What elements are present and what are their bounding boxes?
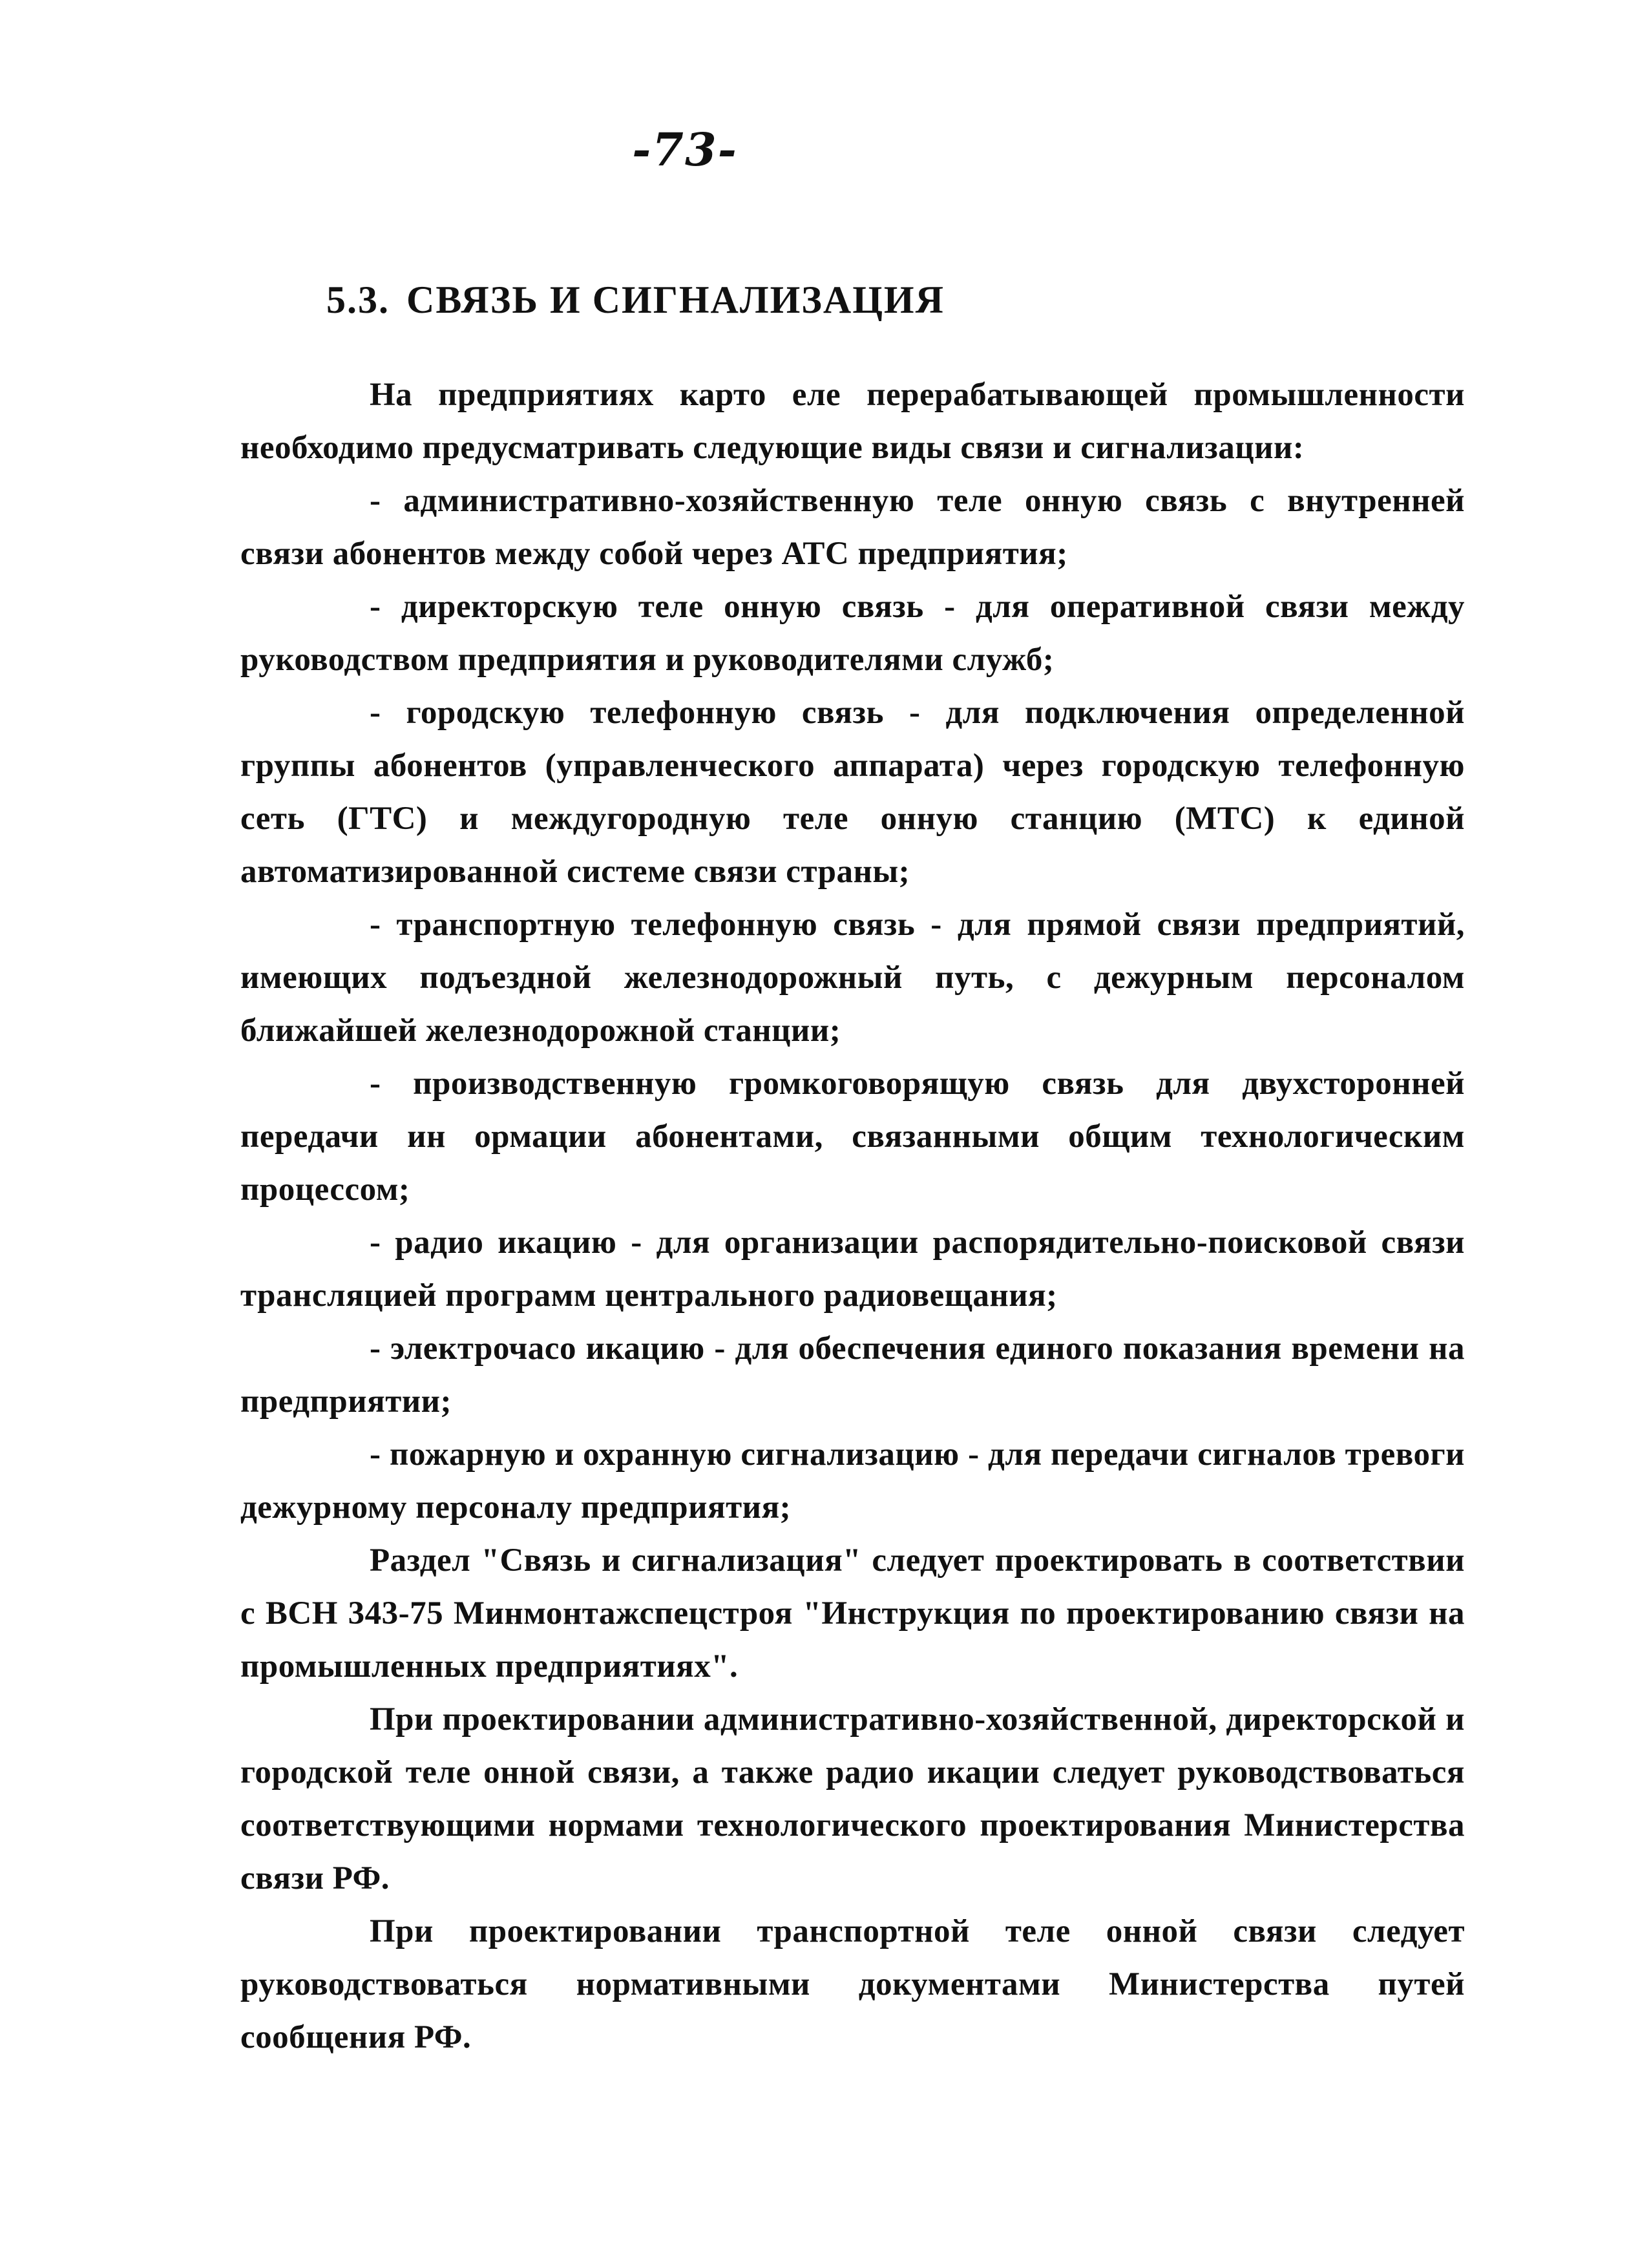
paragraph-ministry-communications: При проектировании административно-хозяйственной, директорской и городской теле онной связи, а также радио икации следует руководствоваться соответствующими нормами технологического проектирования Министерства связи РФ. xyxy=(240,1701,1465,1896)
list-item-loudspeaker: - производственную громкоговорящую связь для двухсторонней передачи ин ормации абонентами, связанными общим технологическим процессом; xyxy=(240,1066,1465,1208)
paragraph-design-rules: Раздел "Связь и сигнализация" следует проектировать в соответствии с ВСН 343-75 Минмонтажспецстроя "Инструкция по проектированию связи на промышленных предприятиях". xyxy=(240,1542,1465,1685)
list-item-transport-phone: - транспортную телефонную связь - для прямой связи предприятий, имеющих подъездной железнодорожный путь, с дежурным персоналом ближайшей железнодорожной станции; xyxy=(240,907,1465,1049)
page-number: -73- xyxy=(632,123,738,176)
paragraph-ministry-railways: При проектировании транспортной теле онной связи следует руководствоваться нормативными документами Министерства путей сообщения РФ. xyxy=(240,1913,1465,2055)
list-item-radio: - радио икацию - для организации распорядительно-поисковой связи трансляцией программ центрального радиовещания; xyxy=(240,1224,1465,1314)
section-heading xyxy=(326,278,945,322)
list-item-fire-alarm: - пожарную и охранную сигнализацию - для передачи сигналов тревоги дежурному персоналу предприятия; xyxy=(240,1436,1465,1526)
list-item-director-phone: - директорскую теле онную связь - для оперативной связи между руководством предприятия и руководителями служб; xyxy=(240,589,1465,678)
list-item-city-phone: - городскую телефонную связь - для подключения определенной группы абонентов (управленческого аппарата) через городскую телефонную сеть (ГТС) и междугородную теле онную станцию (МТС) к единой автоматизированной системе связи страны; xyxy=(240,695,1465,890)
body-text xyxy=(240,368,1465,2064)
section-number: 5.3. xyxy=(326,278,390,321)
section-title: СВЯЗЬ И СИГНАЛИЗАЦИЯ xyxy=(406,278,945,321)
list-item-electric-clock: - электрочасо икацию - для обеспечения единого показания времени на предприятии; xyxy=(240,1330,1465,1420)
list-item-admin-phone: - административно-хозяйственную теле онную связь с внутренней связи абонентов между собой через АТС предприятия; xyxy=(240,483,1465,572)
intro-paragraph: На предприятиях карто еле перерабатывающей промышленности необходимо предусматривать следующие виды связи и сигнализации: xyxy=(240,377,1465,466)
